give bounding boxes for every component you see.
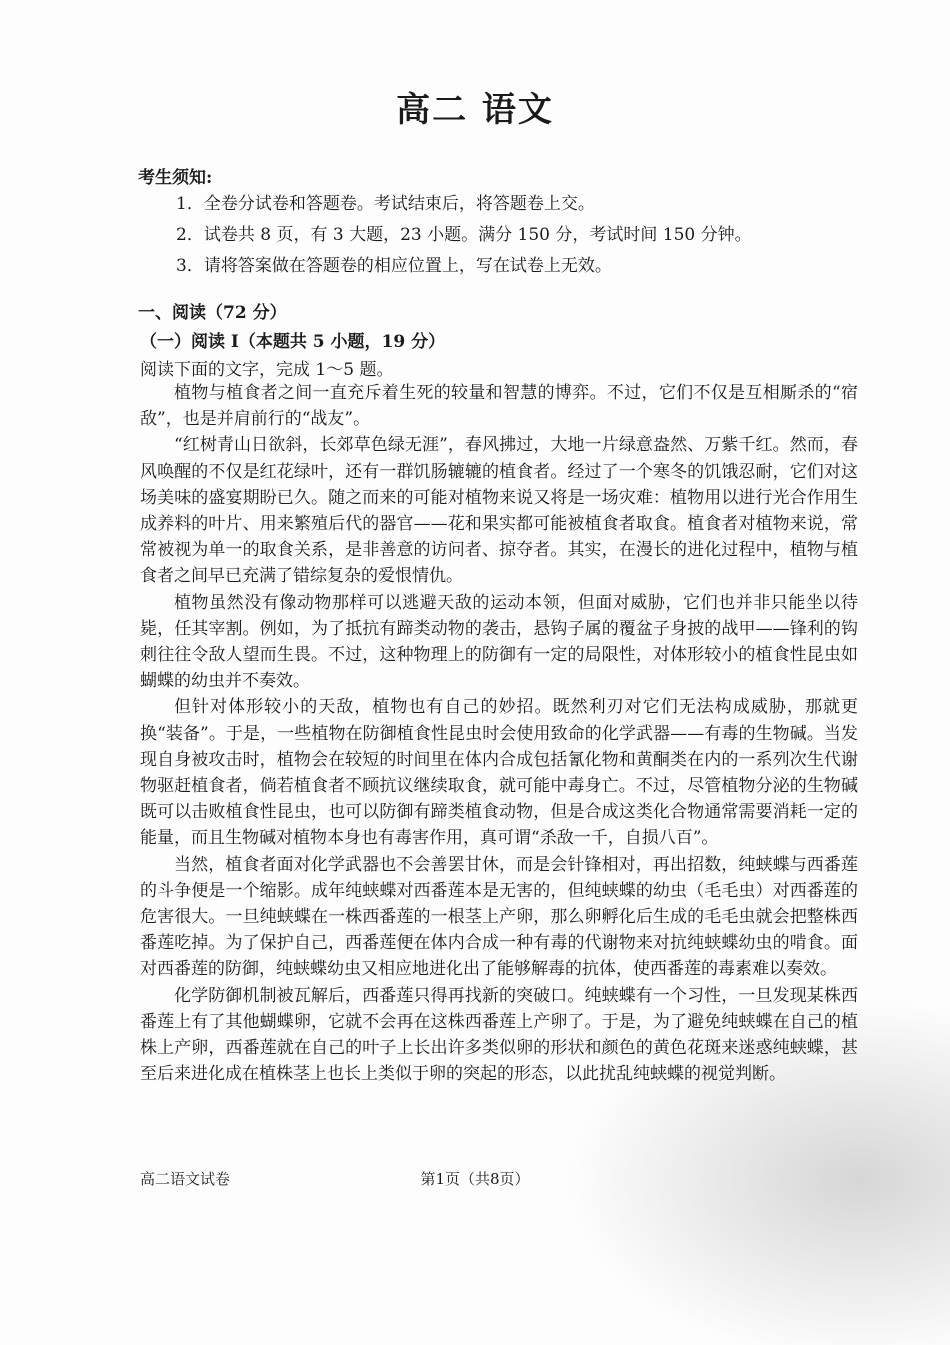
notice-item: 1．全卷分试卷和答题卷。考试结束后，将答题卷上交。 [176, 194, 595, 214]
subsection-heading: （一）阅读 I（本题共 5 小题，19 分） [140, 332, 446, 352]
notice-heading: 考生须知: [138, 168, 213, 188]
notice-list [176, 189, 876, 282]
notice-item: 2．试卷共 8 页，有 3 大题，23 小题。满分 150 分，考试时间 150 分钟。 [176, 225, 752, 245]
reading-instruction: 阅读下面的文字，完成 1～5 题。 [140, 360, 394, 380]
passage-paragraph: 植物与植食者之间一直充斥着生死的较量和智慧的博弈。不过，它们不仅是互相厮杀的“宿敌”，也是并肩前行的“战友”。 [140, 383, 858, 430]
footer-page-number: 第1页（共8页） [420, 1170, 530, 1188]
footer-exam-name: 高二语文试卷 [140, 1170, 231, 1188]
passage-paragraph: “红树青山日欲斜，长郊草色绿无涯”，春风拂过，大地一片绿意盎然、万紫千红。然而，春风唤醒的不仅是红花绿叶，还有一群饥肠辘辘的植食者。经过了一个寒冬的饥饿忍耐，它们对这场美味的盛宴期盼已久。随之而来的可能对植物来说又将是一场灾难：植物用以进行光合作用生成养料的叶片、用来繁殖后代的器官——花和果实都可能被植食者取食。植食者对植物来说，常常被视为单一的取食关系，是非善意的访问者、掠夺者。其实，在漫长的进化过程中，植物与植食者之间早已充满了错综复杂的爱恨情仇。 [140, 435, 858, 587]
reading-passage [140, 380, 858, 1087]
passage-paragraph: 植物虽然没有像动物那样可以逃避天敌的运动本领，但面对威胁，它们也并非只能坐以待毙，任其宰割。例如，为了抵抗有蹄类动物的袭击，悬钩子属的覆盆子身披的战甲——锋利的钩刺往往令敌人望而生畏。不过，这种物理上的防御有一定的局限性，对体形较小的植食性昆虫如蝴蝶的幼虫并不奏效。 [140, 592, 858, 692]
passage-paragraph: 当然，植食者面对化学武器也不会善罢甘休，而是会针锋相对，再出招数，纯蛱蝶与西番莲的斗争便是一个缩影。成年纯蛱蝶对西番莲本是无害的，但纯蛱蝶的幼虫（毛毛虫）对西番莲的危害很大。一旦纯蛱蝶在一株西番莲的一根茎上产卵，那么卵孵化后生成的毛毛虫就会把整株西番莲吃掉。为了保护自己，西番莲便在体内合成一种有毒的代谢物来对抗纯蛱蝶幼虫的啃食。面对西番莲的防御，纯蛱蝶幼虫又相应地进化出了能够解毒的抗体，使西番莲的毒素难以奏效。 [140, 854, 858, 980]
section-heading: 一、阅读（72 分） [138, 303, 287, 323]
notice-item: 3．请将答案做在答题卷的相应位置上，写在试卷上无效。 [176, 256, 612, 276]
passage-paragraph: 但针对体形较小的天敌，植物也有自己的妙招。既然利刃对它们无法构成威胁，那就更换“装备”。于是，一些植物在防御植食性昆虫时会使用致命的化学武器——有毒的生物碱。当发现自身被攻击时，植物会在较短的时间里在体内合成包括氰化物和黄酮类在内的一系列次生代谢物驱赶植食者，倘若植食者不顾抗议继续取食，就可能中毒身亡。不过，尽管植物分泌的生物碱既可以击败植食性昆虫，也可以防御有蹄类植食动物，但是合成这类化合物通常需要消耗一定的能量，而且生物碱对植物本身也有毒害作用，真可谓“杀敌一千，自损八百”。 [140, 697, 858, 849]
passage-paragraph: 化学防御机制被瓦解后，西番莲只得再找新的突破口。纯蛱蝶有一个习性，一旦发现某株西番莲上有了其他蝴蝶卵，它就不会再在这株西番莲上产卵了。于是，为了避免纯蛱蝶在自己的植株上产卵，西番莲就在自己的叶子上长出许多类似卵的形状和颜色的黄色花斑来迷惑纯蛱蝶，甚至后来进化成在植株茎上也长上类似于卵的突起的形态，以此扰乱纯蛱蝶的视觉判断。 [140, 985, 858, 1085]
page-title: 高二 语文 [396, 90, 554, 130]
